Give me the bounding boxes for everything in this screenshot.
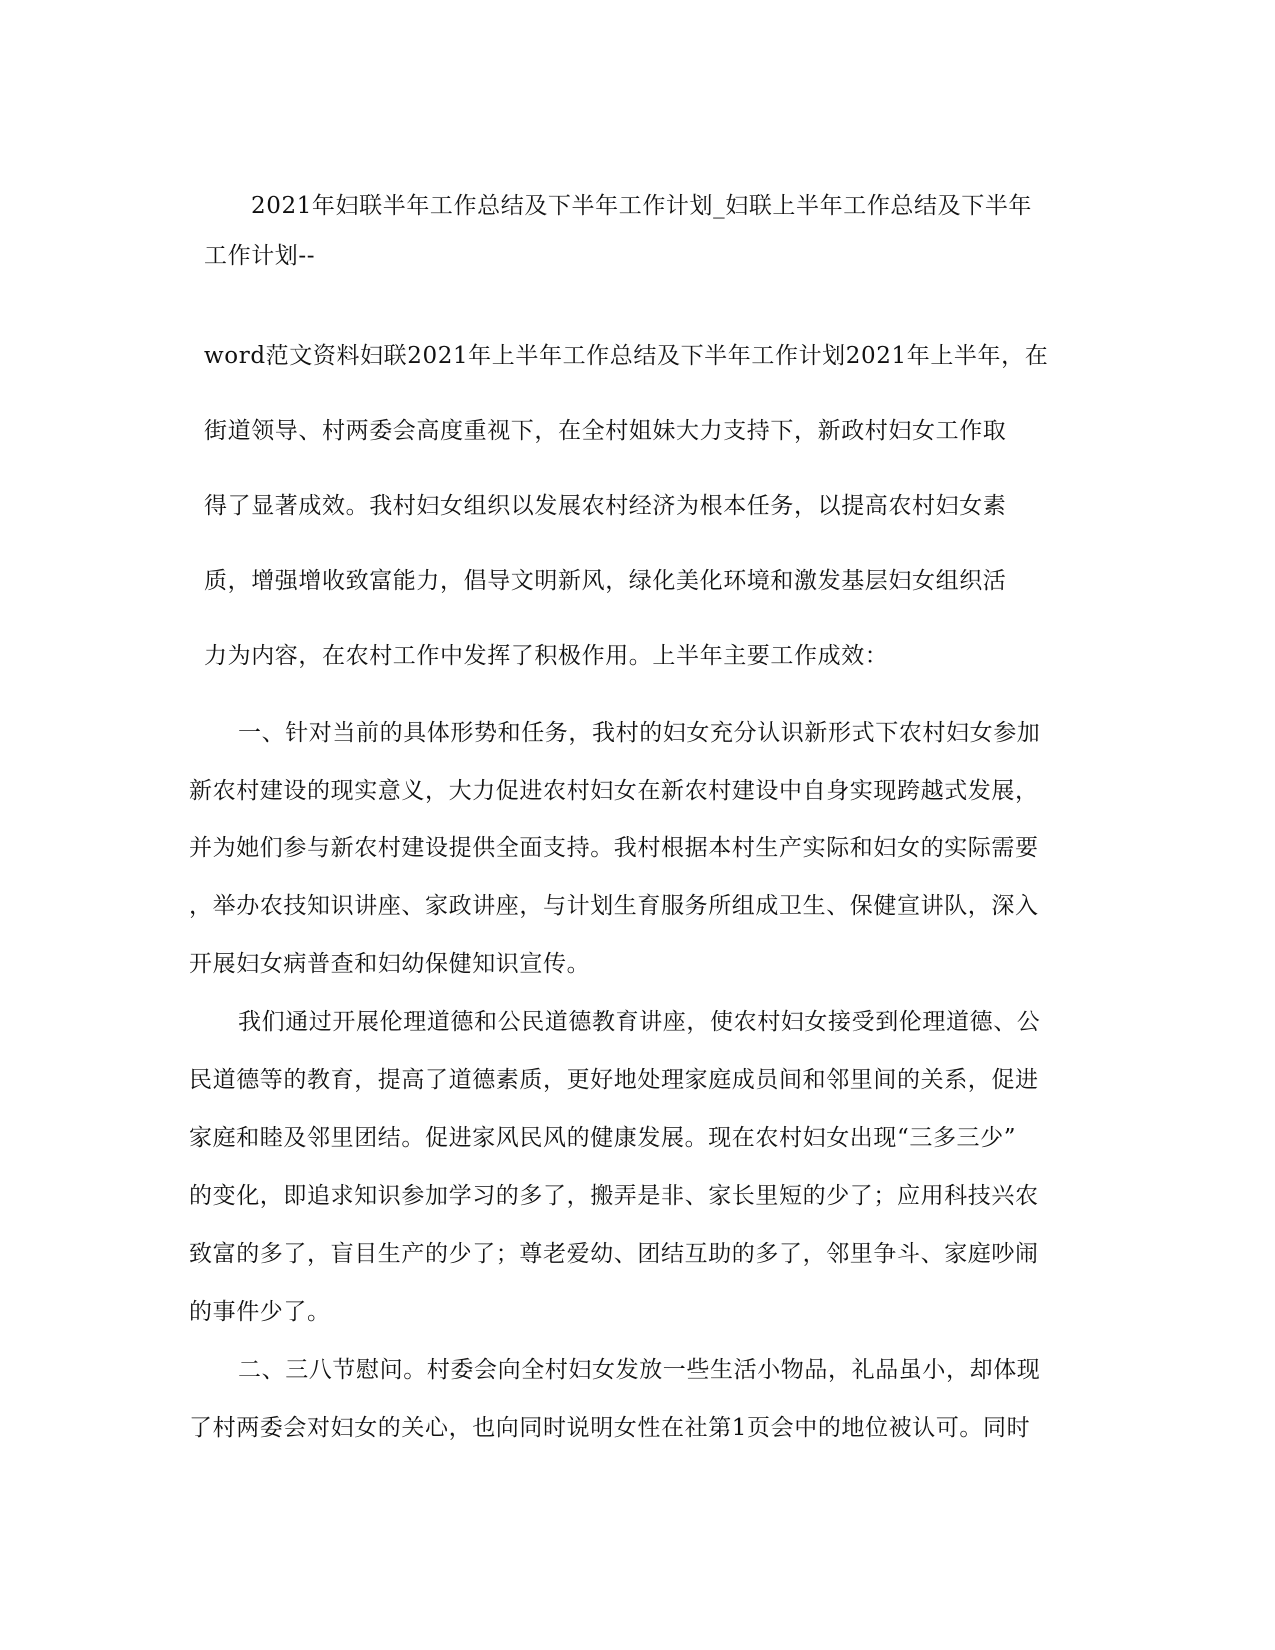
section-one-line-1: 一、针对当前的具体形势和任务，我村的妇女充分认识新形式下农村妇女参加 [238, 720, 1041, 746]
title-line-2: 工作计划-- [204, 243, 316, 269]
section-two-line-2: 了村两委会对妇女的关心，也向同时说明女性在社第1页会中的地位被认可。同时 [189, 1415, 1031, 1441]
section-one-line-3: 并为她们参与新农村建设提供全面支持。我村根据本村生产实际和妇女的实际需要 [189, 835, 1039, 861]
intro-line-2: 街道领导、村两委会高度重视下，在全村姐妹大力支持下，新政村妇女工作取 [204, 418, 1007, 444]
intro-line-5: 力为内容，在农村工作中发挥了积极作用。上半年主要工作成效： [204, 643, 889, 669]
ethics-para-line-4: 的变化，即追求知识参加学习的多了，搬弄是非、家长里短的少了；应用科技兴农 [189, 1183, 1039, 1209]
intro-line-1: word范文资料妇联2021年上半年工作总结及下半年工作计划2021年上半年，在 [204, 343, 1049, 369]
title-line-1: 2021年妇联半年工作总结及下半年工作计划_妇联上半年工作总结及下半年 [251, 193, 1033, 219]
ethics-para-line-3: 家庭和睦及邻里团结。促进家风民风的健康发展。现在农村妇女出现“三多三少” [189, 1125, 1017, 1151]
ethics-para-line-2: 民道德等的教育，提高了道德素质，更好地处理家庭成员间和邻里间的关系，促进 [189, 1067, 1039, 1093]
ethics-para-line-5: 致富的多了，盲目生产的少了；尊老爱幼、团结互助的多了，邻里争斗、家庭吵闹 [189, 1241, 1039, 1267]
section-one-line-5: 开展妇女病普查和妇幼保健知识宣传。 [189, 951, 591, 977]
ethics-para-line-6: 的事件少了。 [189, 1299, 331, 1325]
section-two-line-1: 二、三八节慰问。村委会向全村妇女发放一些生活小物品，礼品虽小，却体现 [238, 1357, 1041, 1383]
section-one-line-4: ，举办农技知识讲座、家政讲座，与计划生育服务所组成卫生、保健宣讲队，深入 [189, 893, 1039, 919]
intro-line-3: 得了显著成效。我村妇女组织以发展农村经济为根本任务，以提高农村妇女素 [204, 493, 1007, 519]
ethics-para-line-1: 我们通过开展伦理道德和公民道德教育讲座，使农村妇女接受到伦理道德、公 [238, 1009, 1041, 1035]
intro-line-4: 质，增强增收致富能力，倡导文明新风，绿化美化环境和激发基层妇女组织活 [204, 568, 1007, 594]
section-one-line-2: 新农村建设的现实意义，大力促进农村妇女在新农村建设中自身实现跨越式发展， [189, 778, 1039, 804]
